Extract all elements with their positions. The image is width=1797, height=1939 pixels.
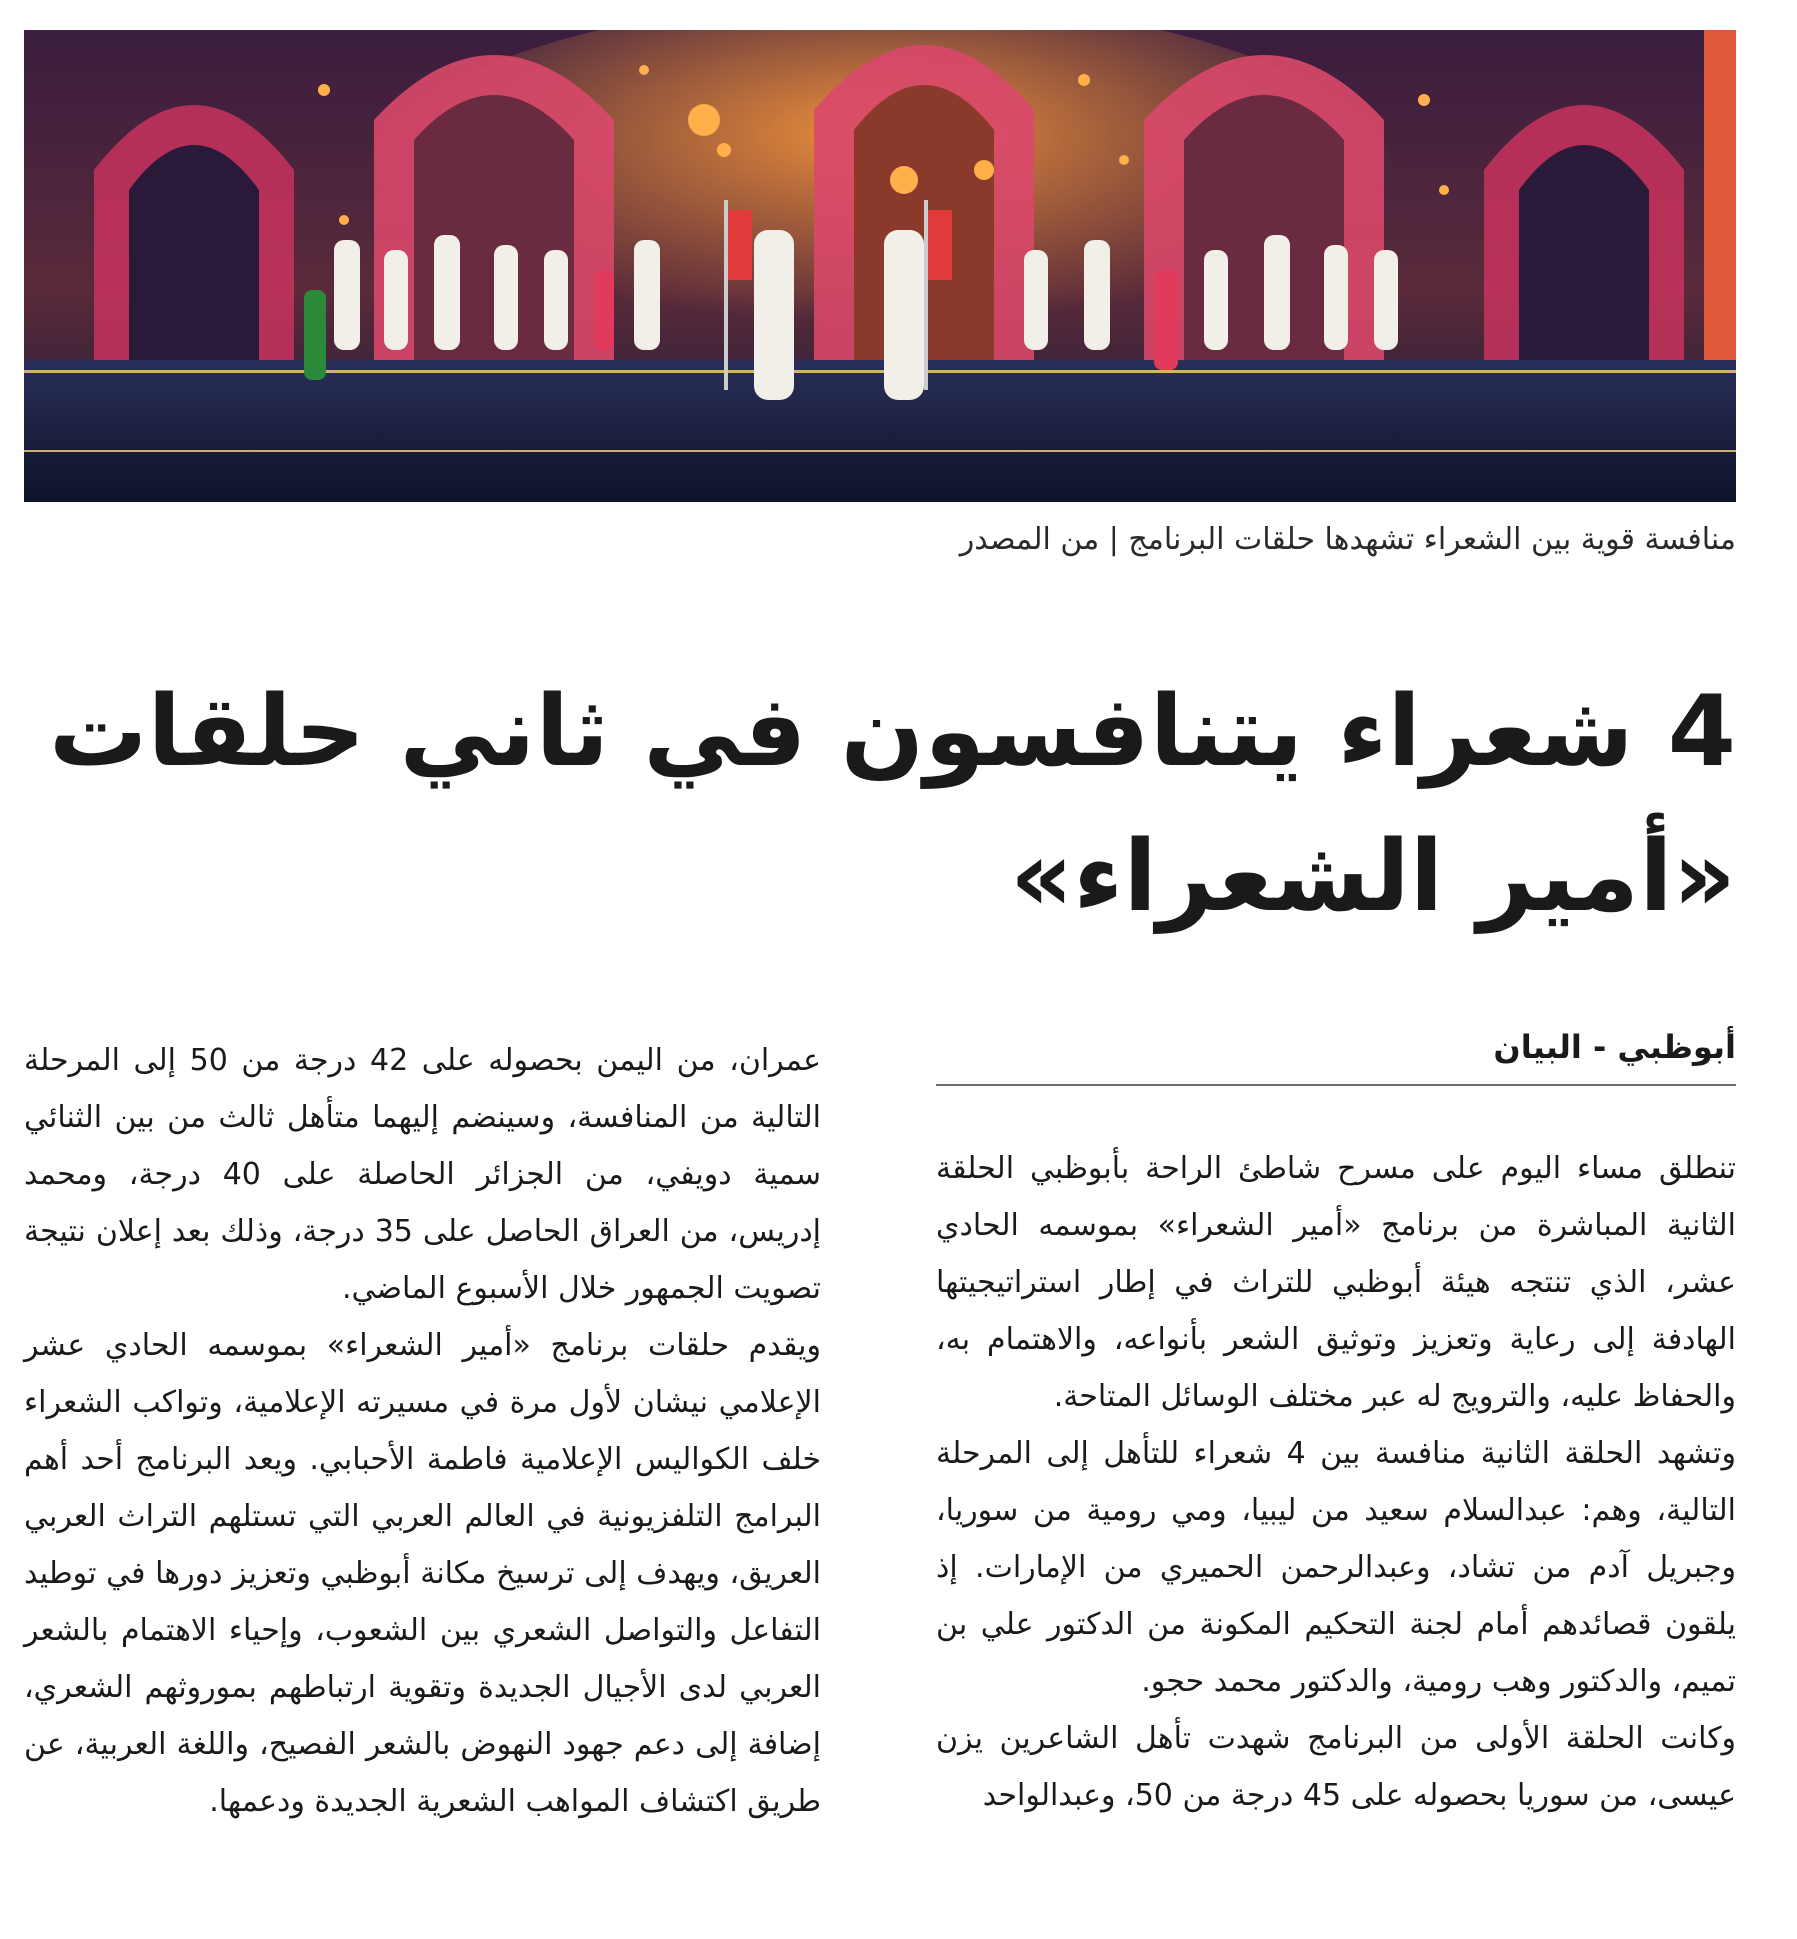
byline: أبوظبي - البيان [1493, 1028, 1736, 1066]
article-column-left [24, 1032, 821, 1830]
byline-divider [936, 1084, 1736, 1086]
paragraph: ويقدم حلقات برنامج «أمير الشعراء» بموسمه الحادي عشر الإعلامي نيشان لأول مرة في مسيرته الإعلامية، وتواكب الشعراء خلف الكواليس الإعلامية فاطمة الأحبابي. ويعد البرنامج أحد أهم البرامج التلفزيونية في العالم العربي التي تستلهم التراث العربي العريق، ويهدف إلى ترسيخ مكانة أبوظبي وتعزيز دورها في توطيد التفاعل والتواصل الشعري بين الشعوب، وإحياء الاهتمام بالشعر العربي لدى الأجيال الجديدة وتقوية ارتباطهم بموروثهم الشعري، إضافة إلى دعم جهود النهوض بالشعر الفصيح، واللغة العربية، عن طريق اكتشاف المواهب الشعرية الجديدة ودعمها. [24, 1328, 821, 1819]
paragraph: وتشهد الحلقة الثانية منافسة بين 4 شعراء للتأهل إلى المرحلة التالية، وهم: عبدالسلام سعيد من ليبيا، ومي رومية من سوريا، وجبريل آدم من تشاد، وعبدالرحمن الحميري من الإمارات. إذ يلقون قصائدهم أمام لجنة التحكيم المكونة من الدكتور علي بن تميم، والدكتور وهب رومية، والدكتور محمد حجو. [936, 1436, 1737, 1699]
headline-line-2: «أمير الشعراء» [1009, 820, 1736, 934]
paragraph: عمران، من اليمن بحصوله على 42 درجة من 50 إلى المرحلة التالية من المنافسة، وسينضم إليهما متأهل ثالث من بين الثنائي سمية دويفي، من الجزائر الحاصلة على 40 درجة، ومحمد إدريس، من العراق الحاصل على 35 درجة، وذلك بعد إعلان نتيجة تصويت الجمهور خلال الأسبوع الماضي. [24, 1043, 822, 1306]
paragraph: تنطلق مساء اليوم على مسرح شاطئ الراحة بأبوظبي الحلقة الثانية المباشرة من برنامج «أمير الشعراء» بموسمه الحادي عشر، الذي تنتجه هيئة أبوظبي للتراث في إطار استراتيجيتها الهادفة إلى رعاية وتعزيز وتوثيق الشعر بأنواعه، والاهتمام به، والحفاظ عليه، والترويج له عبر مختلف الوسائل المتاحة. [936, 1151, 1736, 1414]
stage-photo [24, 30, 1736, 502]
photo-caption: منافسة قوية بين الشعراء تشهدها حلقات البرنامج | من المصدر [959, 522, 1736, 557]
paragraph: وكانت الحلقة الأولى من البرنامج شهدت تأهل الشاعرين يزن عيسى، من سوريا بحصوله على 45 درجة من 50، وعبدالواحد [936, 1721, 1736, 1813]
article-headline [24, 660, 1736, 950]
headline-line-1: 4 شعراء يتنافسون في ثاني حلقات [48, 675, 1736, 789]
article-column-right [936, 1140, 1736, 1824]
stage-photo-icon [24, 30, 1736, 502]
